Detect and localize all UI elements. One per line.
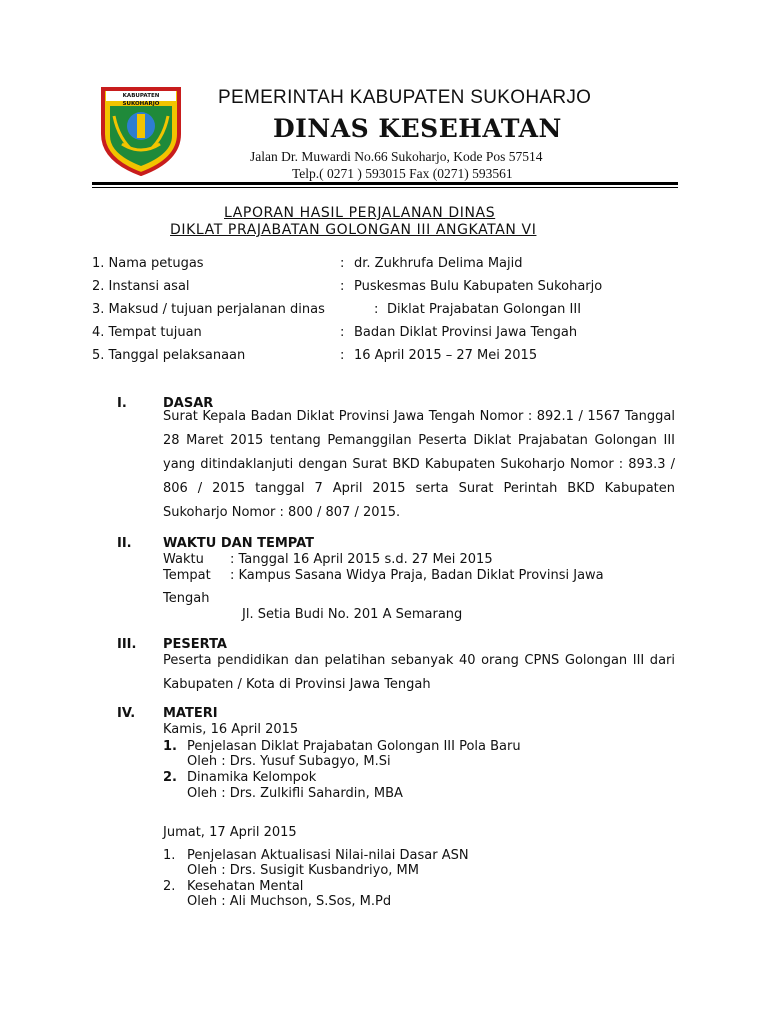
section-peserta-heading: PESERTA: [163, 637, 227, 652]
materi-day2-item-title: Kesehatan Mental: [187, 879, 304, 894]
info-sep-nama: :: [340, 256, 345, 271]
info-sep-instansi: :: [340, 279, 345, 294]
report-title: LAPORAN HASIL PERJALANAN DINAS: [224, 205, 496, 221]
info-sep-maksud: :: [374, 302, 379, 317]
info-label-tempat: 4. Tempat tujuan: [92, 325, 202, 340]
materi-day2-item-number: 1.: [163, 848, 176, 863]
tempat-value: : Kampus Sasana Widya Praja, Badan Diklat Provinsi Jawa: [230, 568, 604, 583]
materi-day2-item-number: 2.: [163, 879, 176, 894]
section-peserta-text: Peserta pendidikan dan pelatihan sebanyak 40 orang CPNS Golongan III dari Kabupaten / Kota di Provinsi Jawa Tengah: [163, 653, 675, 692]
tempat-label: Tempat: [163, 568, 211, 583]
section-waktu-heading: WAKTU DAN TEMPAT: [163, 536, 315, 551]
info-sep-tanggal: :: [340, 348, 345, 363]
report-subtitle: DIKLAT PRAJABATAN GOLONGAN III ANGKATAN VI: [170, 222, 537, 238]
materi-day1-item-title: Dinamika Kelompok: [187, 770, 317, 785]
tempat-value-continued: Tengah: [163, 591, 210, 606]
materi-day1-item-title: Penjelasan Diklat Prajabatan Golongan III Pola Baru: [187, 739, 521, 754]
letterhead-rule-thin: [92, 187, 678, 188]
section-materi-heading: MATERI: [163, 706, 218, 721]
info-value-tanggal: 16 April 2015 – 27 Mei 2015: [354, 348, 538, 363]
government-name: PEMERINTAH KABUPATEN SUKOHARJO: [218, 87, 592, 108]
section-materi-number: IV.: [117, 706, 136, 721]
info-value-instansi: Puskesmas Bulu Kabupaten Sukoharjo: [354, 279, 603, 294]
materi-day1-item-number: 2.: [163, 770, 177, 785]
materi-day2-item-title: Penjelasan Aktualisasi Nilai-nilai Dasar ASN: [187, 848, 469, 863]
materi-day1-item-speaker: Oleh : Drs. Yusuf Subagyo, M.Si: [187, 754, 391, 769]
section-dasar-number: I.: [117, 396, 127, 411]
letterhead-rule-thick: [92, 182, 678, 185]
section-waktu-number: II.: [117, 536, 132, 551]
info-sep-tempat: :: [340, 325, 345, 340]
section-peserta-number: III.: [117, 637, 137, 652]
info-label-instansi: 2. Instansi asal: [92, 279, 190, 294]
materi-day1-item-speaker: Oleh : Drs. Zulkifli Sahardin, MBA: [187, 786, 403, 801]
office-phone: Telp.( 0271 ) 593015 Fax (0271) 593561: [292, 166, 513, 181]
section-dasar-heading: DASAR: [163, 396, 214, 411]
waktu-value: : Tanggal 16 April 2015 s.d. 27 Mei 2015: [230, 552, 493, 567]
materi-day-2: Jumat, 17 April 2015: [163, 825, 297, 840]
info-label-nama: 1. Nama petugas: [92, 256, 204, 271]
materi-day2-item-speaker: Oleh : Drs. Susigit Kusbandriyo, MM: [187, 863, 419, 878]
info-value-nama: dr. Zukhrufa Delima Majid: [354, 256, 523, 271]
info-value-tempat: Badan Diklat Provinsi Jawa Tengah: [354, 325, 578, 340]
materi-day-1: Kamis, 16 April 2015: [163, 722, 299, 737]
materi-day1-item-number: 1.: [163, 739, 177, 754]
waktu-label: Waktu: [163, 552, 204, 567]
tempat-address: Jl. Setia Budi No. 201 A Semarang: [242, 607, 463, 622]
section-dasar-text: Surat Kepala Badan Diklat Provinsi Jawa Tengah Nomor : 892.1 / 1567 Tanggal 28 Maret 2015 tentang Pemanggilan Peserta Diklat Prajabatan Golongan III yang ditindaklanjuti dengan Surat BKD Kabupaten Sukoharjo Nomor : 893.3 / 806 / 2015 tanggal 7 April 2015 serta Surat Perintah BKD Kabupaten Sukoharjo Nomor : 800 / 807 / 2015.: [163, 409, 675, 520]
info-label-maksud: 3. Maksud / tujuan perjalanan dinas: [92, 302, 325, 317]
department-name: DINAS KESEHATAN: [273, 114, 562, 143]
emblem-text: KABUPATEN SUKOHARJO: [122, 93, 160, 107]
info-label-tanggal: 5. Tanggal pelaksanaan: [92, 348, 246, 363]
office-address: Jalan Dr. Muwardi No.66 Sukoharjo, Kode Pos 57514: [250, 149, 543, 164]
materi-day2-item-speaker: Oleh : Ali Muchson, S.Sos, M.Pd: [187, 894, 392, 909]
regency-emblem: [100, 86, 182, 176]
info-value-maksud: Diklat Prajabatan Golongan III: [387, 302, 582, 317]
